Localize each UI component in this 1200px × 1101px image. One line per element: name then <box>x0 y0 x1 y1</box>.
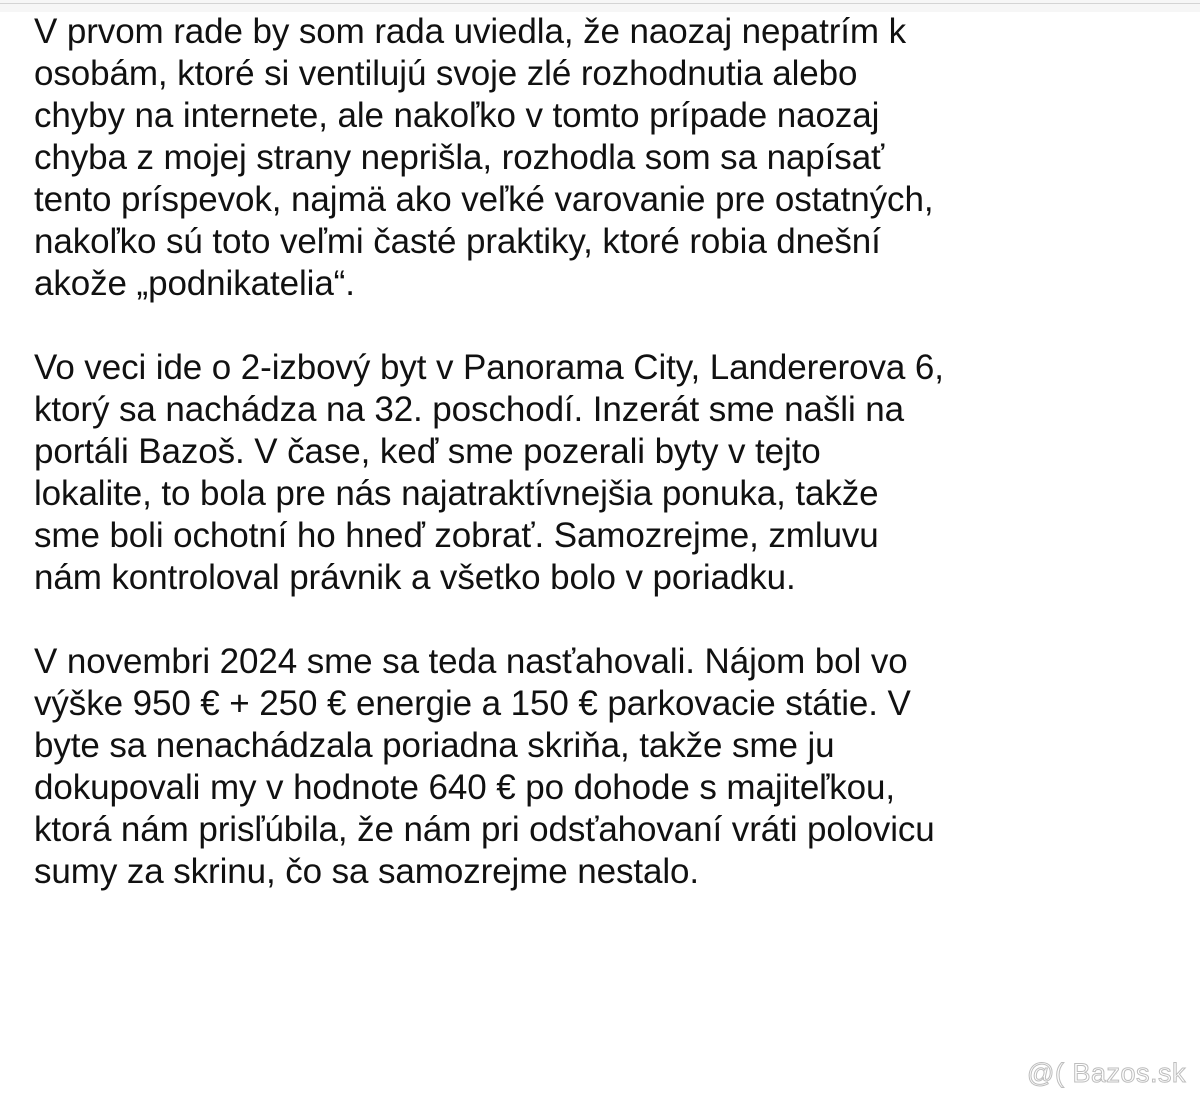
text-line: dokupovali my v hodnote 640 € po dohode s majiteľkou, <box>34 768 896 807</box>
paragraph-gap <box>34 599 1194 641</box>
paragraph-intro <box>34 11 1194 305</box>
bazos-watermark: @( Bazos.sk <box>1027 1058 1186 1088</box>
text-line: osobám, ktoré si ventilujú svoje zlé rozhodnutia alebo <box>34 54 858 93</box>
text-line: portáli Bazoš. V čase, keď sme pozerali byty v tejto <box>34 432 821 471</box>
text-line: chyba z mojej strany neprišla, rozhodla som sa napísať <box>34 138 885 177</box>
text-line: V novembri 2024 sme sa teda nasťahovali. Nájom bol vo <box>34 642 908 681</box>
text-line: tento príspevok, najmä ako veľké varovanie pre ostatných, <box>34 180 934 219</box>
text-line: Vo veci ide o 2-izbový byt v Panorama City, Landererova 6, <box>34 348 944 387</box>
text-line: sumy za skrinu, čo sa samozrejme nestalo. <box>34 852 700 891</box>
text-line: V prvom rade by som rada uviedla, že naozaj nepatrím k <box>34 12 906 51</box>
post-text <box>34 11 1194 893</box>
text-line: ktorá nám prisľúbila, že nám pri odsťahovaní vráti polovicu <box>34 810 935 849</box>
text-line: výške 950 € + 250 € energie a 150 € parkovacie státie. V <box>34 684 911 723</box>
paragraph-apartment <box>34 347 1194 599</box>
top-divider <box>0 3 1200 4</box>
text-line: byte sa nenachádzala poriadna skriňa, takže sme ju <box>34 726 835 765</box>
text-line: akože „podnikatelia“. <box>34 264 355 303</box>
text-line: sme boli ochotní ho hneď zobrať. Samozrejme, zmluvu <box>34 516 879 555</box>
paragraph-gap <box>34 305 1194 347</box>
text-line: nakoľko sú toto veľmi časté praktiky, ktoré robia dnešní <box>34 222 881 261</box>
text-line: nám kontroloval právnik a všetko bolo v poriadku. <box>34 558 796 597</box>
text-line: ktorý sa nachádza na 32. poschodí. Inzerát sme našli na <box>34 390 905 429</box>
text-line: lokalite, to bola pre nás najatraktívnejšia ponuka, takže <box>34 474 879 513</box>
text-line: chyby na internete, ale nakoľko v tomto prípade naozaj <box>34 96 880 135</box>
paragraph-rent <box>34 641 1194 893</box>
